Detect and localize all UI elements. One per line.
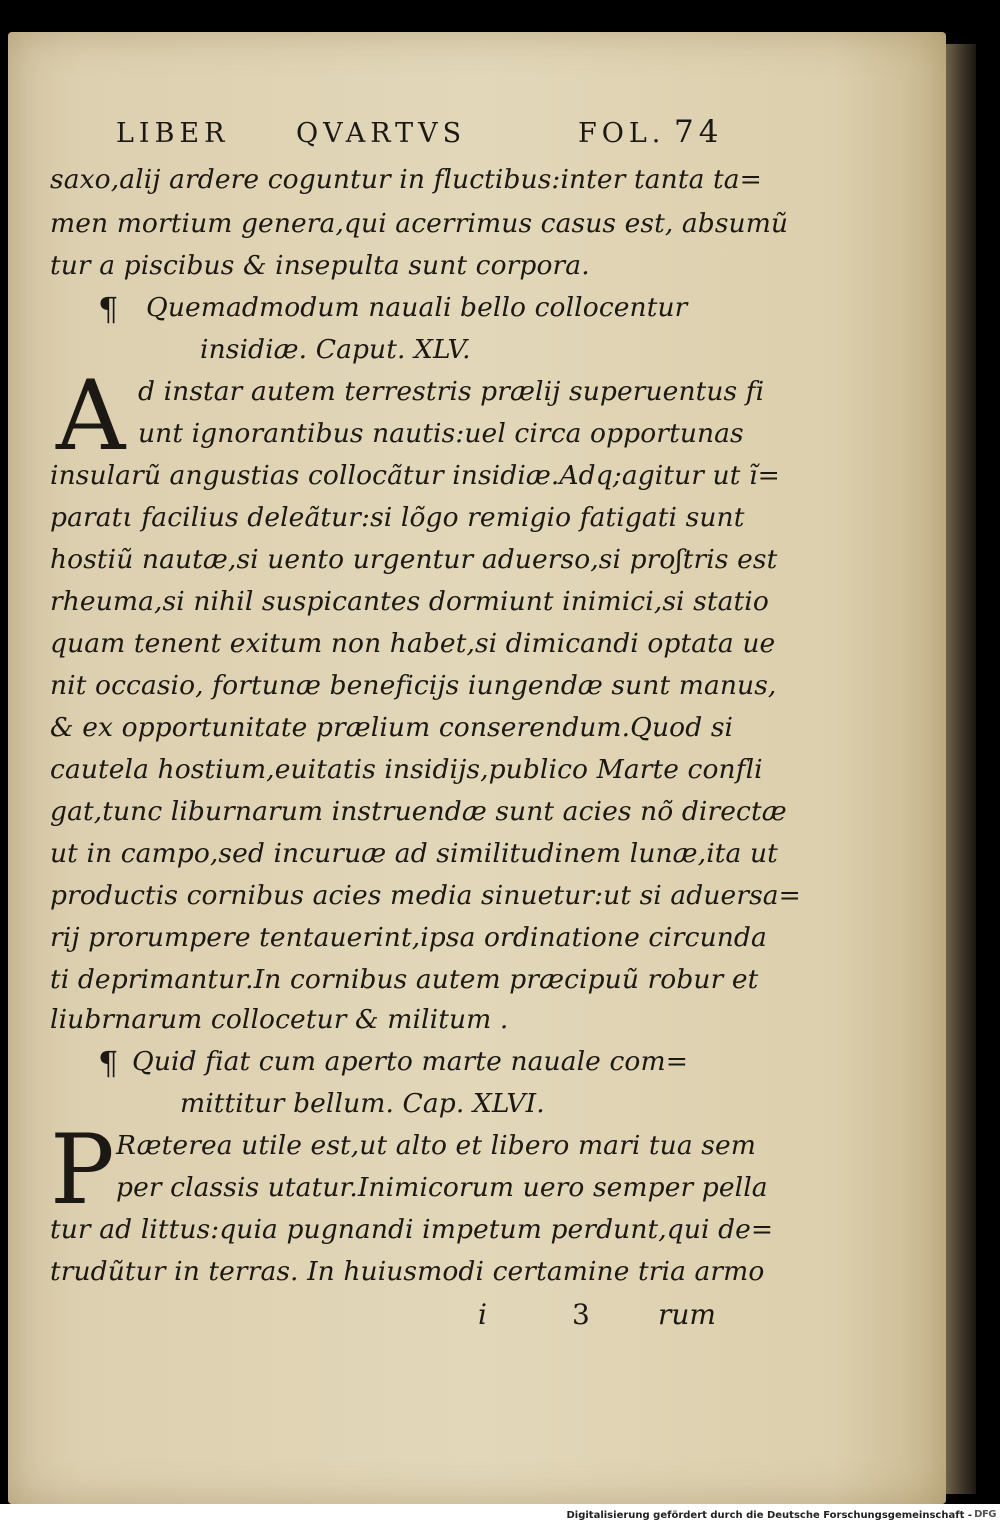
chapter-title: insidiæ. Caput. XLV. bbox=[200, 334, 471, 365]
chapter-title: Quemadmodum nauali bello collocentur bbox=[146, 292, 688, 323]
drop-cap: A bbox=[56, 360, 126, 472]
folio-number: 74 bbox=[674, 114, 724, 150]
body-line: d instar autem terrestris prælij superuentus fi bbox=[138, 376, 765, 407]
funding-credit: Digitalisierung gefördert durch die Deutsche Forschungsgemeinschaft - bbox=[566, 1510, 972, 1521]
book-fore-edge bbox=[946, 44, 976, 1494]
body-line: ut in campo,sed incuruæ ad similitudinem lunæ,ita ut bbox=[50, 838, 778, 869]
dfg-logo-icon: DFG bbox=[974, 1509, 996, 1520]
catchword: rum bbox=[658, 1298, 716, 1331]
body-line: per classis utatur.Inimicorum uero semper pella bbox=[116, 1172, 768, 1203]
body-line: men mortium genera,qui acerrimus casus est, absumũ bbox=[50, 208, 789, 239]
chapter-title: mittitur bellum. Cap. XLVI. bbox=[180, 1088, 545, 1119]
body-line: & ex opportunitate prælium conserendum.Quod si bbox=[50, 712, 734, 743]
body-line: tur ad littus:quia pugnandi impetum perdunt,qui de= bbox=[50, 1214, 774, 1245]
body-line: liubrnarum collocetur & militum . bbox=[50, 1004, 509, 1035]
body-line: paratι facilius deleãtur:si lõgo remigio fatigati sunt bbox=[50, 502, 745, 533]
body-line: ti deprimantur.In cornibus autem præcipuũ robur et bbox=[50, 964, 759, 995]
body-line: productis cornibus acies media sinuetur:ut si aduersa= bbox=[50, 880, 801, 911]
running-head-left: LIBER bbox=[116, 118, 230, 149]
body-line: rheuma,si nihil suspicantes dormiunt inimici,si statio bbox=[50, 586, 769, 617]
footer-bar bbox=[0, 1504, 1000, 1528]
body-line: gat,tunc liburnarum instruendæ sunt acies nõ directæ bbox=[50, 796, 787, 827]
drop-cap: P bbox=[50, 1114, 115, 1226]
body-line: trudũtur in terras. In huiusmodi certamine tria armo bbox=[50, 1256, 765, 1287]
body-line: Ræterea utile est,ut alto et libero mari tua sem bbox=[116, 1130, 756, 1161]
pilcrow-icon: ¶ bbox=[98, 290, 119, 328]
body-line: insularũ angustias collocãtur insidiæ.Adq;agitur ut ĩ= bbox=[50, 460, 780, 491]
body-line: rij prorumpere tentauerint,ipsa ordinatione circunda bbox=[50, 922, 767, 953]
chapter-title: Quid fiat cum aperto marte nauale com= bbox=[132, 1046, 689, 1077]
body-line: hostiũ nautæ,si uento urgentur aduerso,si proʃtris est bbox=[50, 544, 778, 575]
body-line: cautela hostium,euitatis insidijs,publico Marte confli bbox=[50, 754, 763, 785]
body-line: unt ignorantibus nautis:uel circa opportunas bbox=[138, 418, 744, 449]
body-line: saxo,alij ardere coguntur in fluctibus:inter tanta ta= bbox=[50, 164, 762, 195]
running-head-center: QVARTVS bbox=[296, 118, 467, 149]
pilcrow-icon: ¶ bbox=[98, 1044, 119, 1082]
body-line: nit occasio, fortunæ beneficijs iungendæ sunt manus, bbox=[50, 670, 777, 701]
signature-mark: i bbox=[478, 1298, 487, 1331]
running-head-folio-label: FOL. bbox=[578, 118, 666, 149]
body-line: tur a piscibus & insepulta sunt corpora. bbox=[50, 250, 590, 281]
body-line: quam tenent exitum non habet,si dimicandi optata ue bbox=[50, 628, 776, 659]
signature-number: 3 bbox=[572, 1298, 590, 1331]
